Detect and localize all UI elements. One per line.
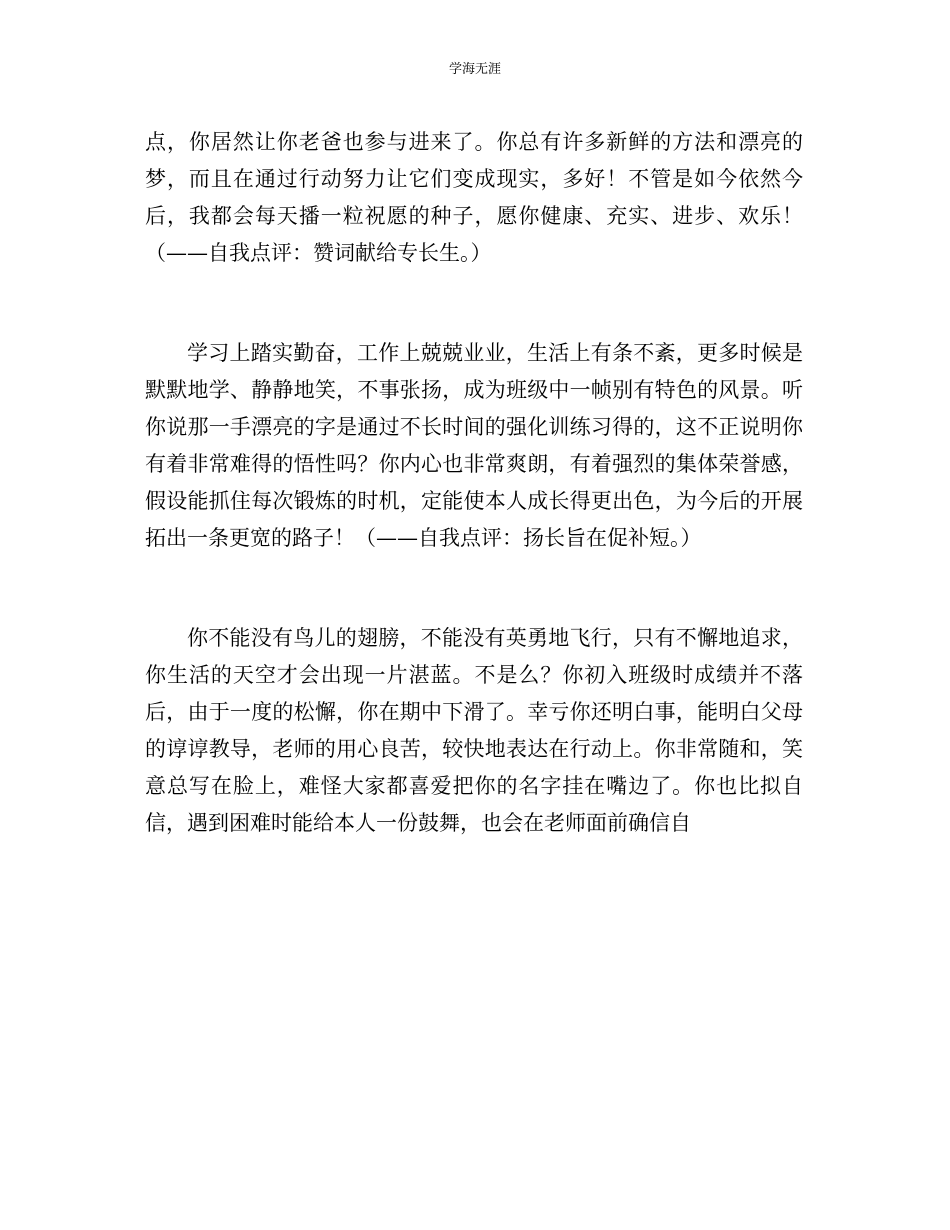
paragraph-3: 你不能没有鸟儿的翅膀，不能没有英勇地飞行，只有不懈地追求，你生活的天空才会出现一片湛蓝。不是么？你初入班级时成绩并不落后，由于一度的松懈，你在期中下滑了。幸亏你还明白事，能明白父母的谆谆教导，老师的用心良苦，较快地表达在行动上。你非常随和，笑意总写在脸上，难怪大家都喜爱把你的名字挂在嘴边了。你也比拟自信，遇到困难时能给本人一份鼓舞，也会在老师面前确信自 (145, 626, 803, 835)
paragraph-1: 点，你居然让你老爸也参与进来了。你总有许多新鲜的方法和漂亮的梦，而且在通过行动努力让它们变成现实，多好！不管是如今依然今后，我都会每天播一粒祝愿的种子，愿你健康、充实、进步、欢乐！（——自我点评：赞词献给专长生。） (145, 130, 803, 265)
page-header: 学海无涯 (448, 62, 501, 77)
document-body (145, 124, 803, 842)
paragraph-gap (145, 557, 803, 620)
paragraph-2: 学习上踏实勤奋，工作上兢兢业业，生活上有条不紊，更多时候是默默地学、静静地笑，不事张扬，成为班级中一帧别有特色的风景。听你说那一手漂亮的字是通过不长时间的强化训练习得的，这不正说明你有着非常难得的悟性吗？你内心也非常爽朗，有着强烈的集体荣誉感，假设能抓住每次锻炼的时机，定能使本人成长得更出色，为今后的开展拓出一条更宽的路子！（——自我点评：扬长旨在促补短。） (145, 341, 803, 550)
paragraph-gap (145, 272, 803, 335)
